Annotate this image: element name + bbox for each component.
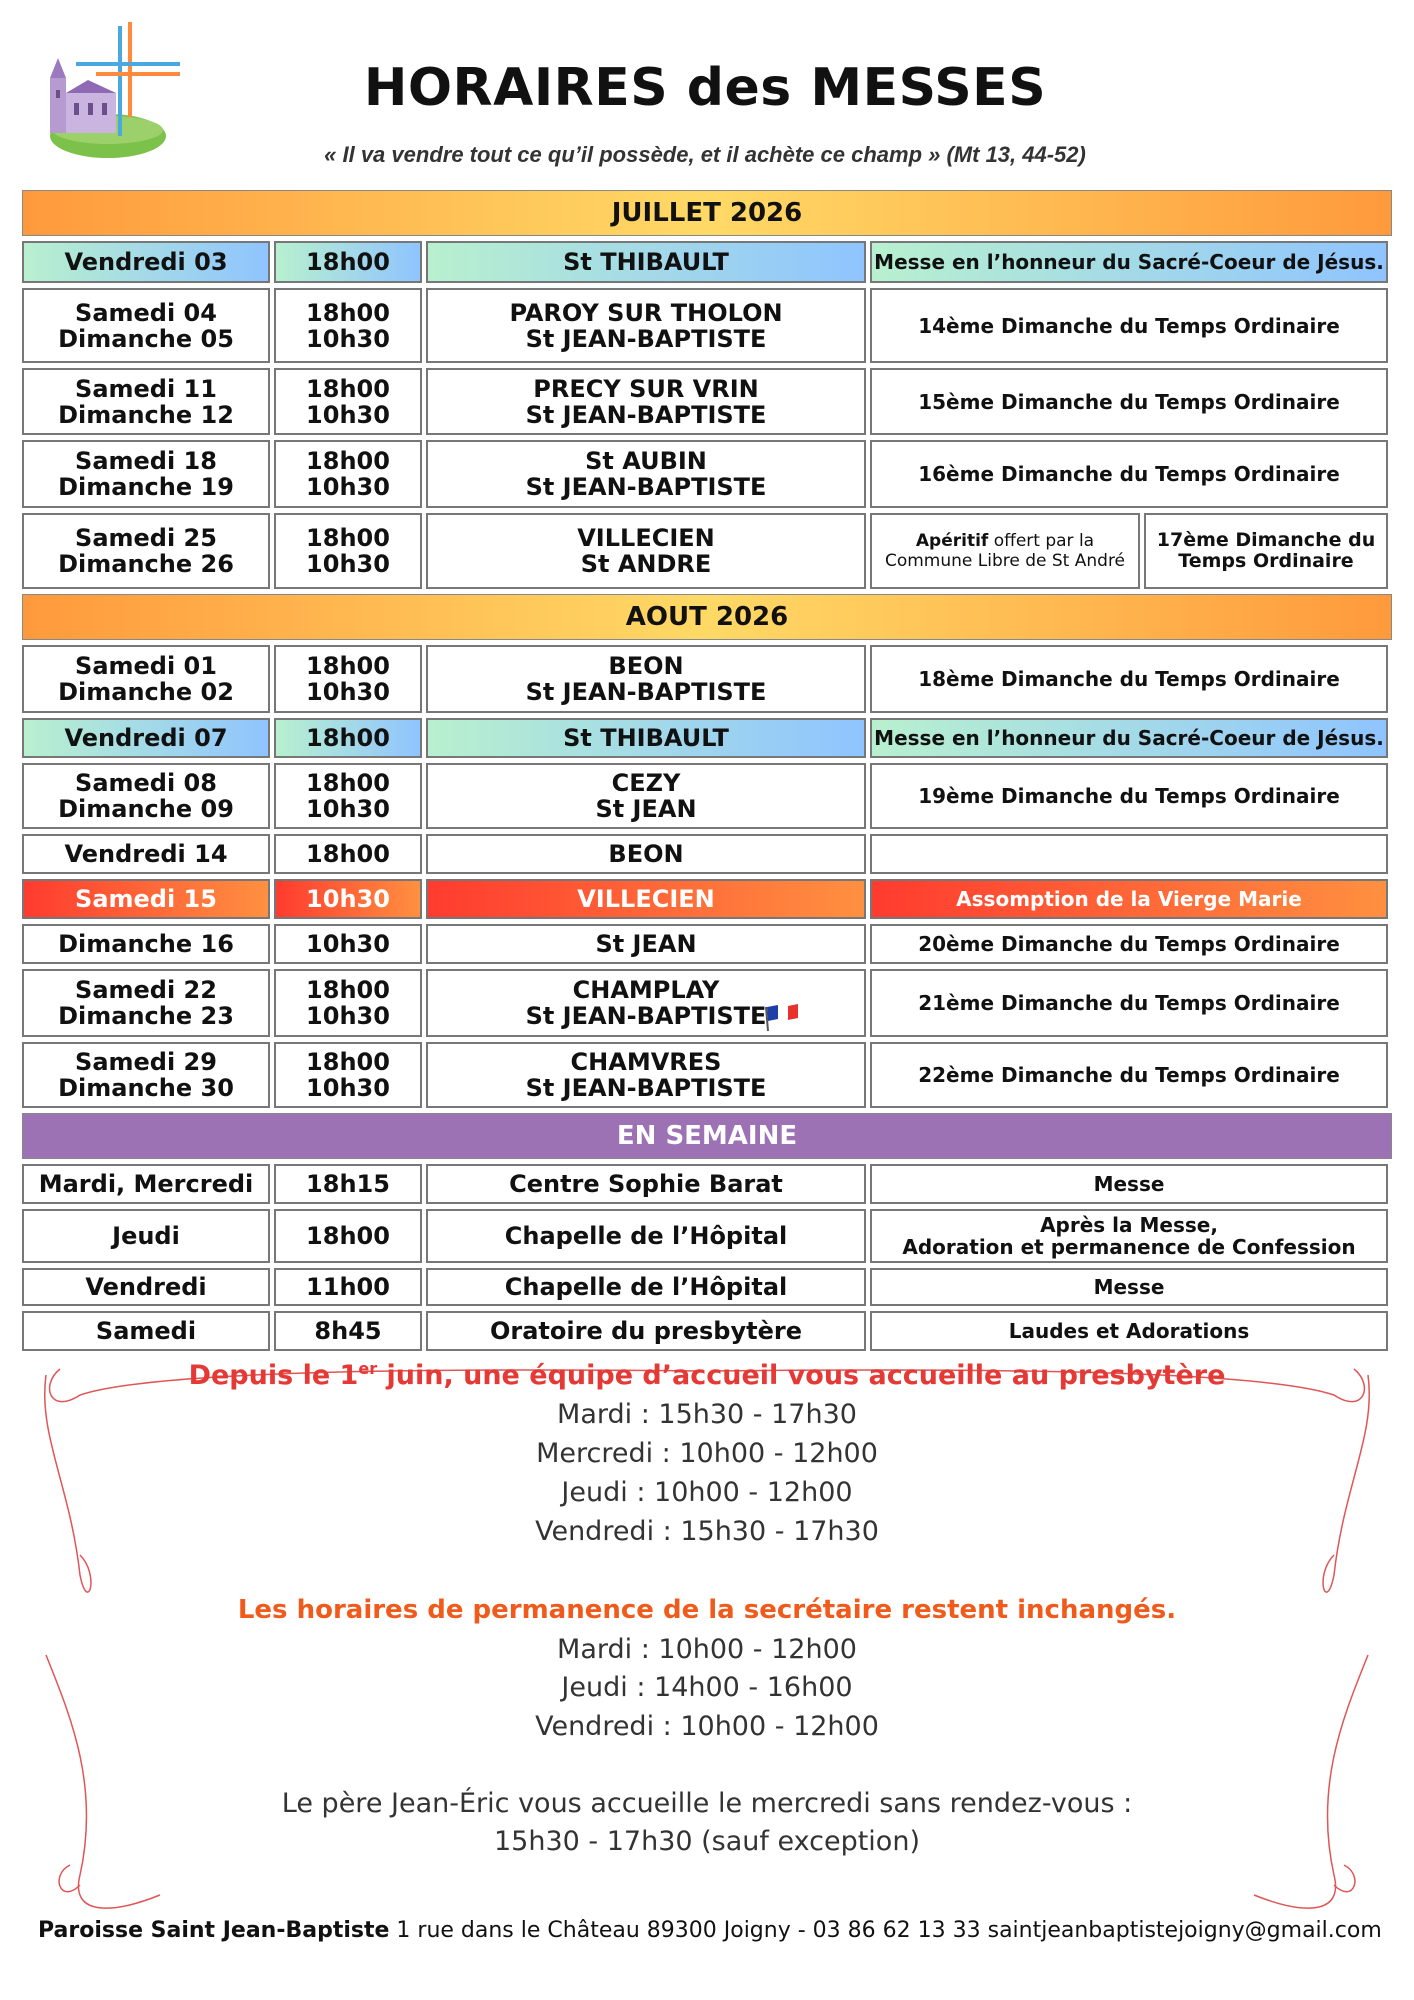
note-label: 20ème Dimanche du Temps Ordinaire [918,932,1340,956]
table-row [22,1164,1392,1204]
note-label: Messe [1093,1275,1165,1299]
place-label: Chapelle de l’Hôpital [504,1222,788,1250]
note-label: Après la Messe, [1040,1213,1218,1237]
day-label: Dimanche 09 [58,795,234,823]
day-label: Dimanche 05 [58,324,234,353]
table-row [22,763,1392,829]
accueil-title [40,1359,1374,1391]
day-label: Samedi 04 [75,298,217,327]
table-row [22,718,1392,758]
note-label: 16ème Dimanche du Temps Ordinaire [918,462,1340,486]
secretaire-line: Mardi : 10h00 - 12h00 [557,1634,857,1665]
place-label: BEON [608,840,684,868]
table-row [22,1042,1392,1108]
aperitif-text: Commune Libre de St André [884,551,1126,571]
table-row [22,440,1392,508]
place-label: St JEAN [595,795,697,823]
table-row [22,1209,1392,1263]
day-label: Dimanche 16 [58,930,234,958]
time-label: 18h00 [306,652,390,680]
secretaire-title: Les horaires de permanence de la secrétaire restent inchangés. [237,1595,1177,1625]
pere-line: 15h30 - 17h30 (sauf exception) [494,1826,920,1857]
time-label: 18h00 [306,248,390,276]
time-label: 10h30 [306,930,390,958]
footer [38,1918,1388,1943]
table-row [22,513,1392,589]
time-label: 10h30 [306,473,390,501]
table-row [22,645,1392,713]
table-row [22,288,1392,363]
time-label: 18h00 [306,447,390,475]
place-label: St ANDRE [580,550,712,578]
place-label: Centre Sophie Barat [509,1170,783,1198]
time-label: 10h30 [306,1074,390,1102]
page-quote: « Il va vendre tout ce qu’il possède, et il achète ce champ » (Mt 13, 44-52) [324,142,1086,167]
accueil-line: Mercredi : 10h00 - 12h00 [536,1438,878,1469]
accueil-title-sup: er [358,1359,378,1378]
day-label: Samedi 18 [75,447,217,475]
parish-address: 1 rue dans le Château 89300 Joigny - 03 86 62 13 33 saintjeanbaptistejoigny@gmail.com [389,1918,1382,1943]
table-row [22,1268,1392,1306]
note-label: Laudes et Adorations [1008,1319,1250,1343]
time-label: 10h30 [306,678,390,706]
time-label: 11h00 [306,1273,390,1301]
time-label: 18h00 [306,976,390,1004]
day-label: Samedi 15 [75,885,217,913]
month-banner-juillet: JUILLET 2026 [22,190,1392,236]
note-label: 19ème Dimanche du Temps Ordinaire [918,784,1340,808]
time-label: 10h30 [306,550,390,578]
place-label: St JEAN-BAPTISTE [525,1002,767,1030]
accueil-line: Mardi : 15h30 - 17h30 [557,1399,857,1430]
accueil-title-part: juin, une équipe d’accueil vous accueille au presbytère [377,1360,1226,1391]
day-label: Vendredi 14 [64,840,228,868]
note-label: 14ème Dimanche du Temps Ordinaire [918,313,1340,338]
french-flag-icon [764,1003,800,1031]
time-label: 18h00 [306,298,390,327]
note-label: Messe en l’honneur du Sacré-Coeur de Jésus. [874,250,1384,274]
day-label: Vendredi 03 [64,248,228,276]
note-label: Messe en l’honneur du Sacré-Coeur de Jésus. [874,726,1384,750]
place-label: Chapelle de l’Hôpital [504,1273,788,1301]
time-label: 18h00 [306,769,390,797]
accueil-line: Vendredi : 15h30 - 17h30 [535,1516,879,1547]
weekday-banner: EN SEMAINE [22,1113,1392,1159]
note-label: 18ème Dimanche du Temps Ordinaire [918,667,1340,691]
secretaire-line: Vendredi : 10h00 - 12h00 [535,1711,879,1742]
time-label: 18h15 [306,1170,390,1198]
place-label: St JEAN-BAPTISTE [525,324,767,353]
place-label: VILLECIEN [577,524,715,552]
day-label: Samedi 08 [75,769,217,797]
place-label: St JEAN-BAPTISTE [525,400,767,429]
day-label: Dimanche 23 [58,1002,234,1030]
day-label: Samedi 11 [75,374,217,403]
month-banner-aout: AOUT 2026 [22,594,1392,640]
table-row [22,924,1392,964]
day-label: Samedi 01 [75,652,217,680]
place-label: St JEAN [595,930,697,958]
day-label: Dimanche 30 [58,1074,234,1102]
place-label: St JEAN-BAPTISTE [525,473,767,501]
table-row [22,969,1392,1037]
note-label: 17ème Dimanche du [1156,529,1376,551]
place-label: VILLECIEN [577,885,715,913]
table-row [22,368,1392,435]
note-label: Adoration et permanence de Confession [902,1235,1356,1259]
table-row [22,241,1392,283]
note-label: Assomption de la Vierge Marie [956,887,1302,911]
day-label: Samedi [95,1317,197,1345]
place-label: St THIBAULT [563,248,729,276]
day-label: Jeudi [112,1222,180,1250]
time-label: 10h30 [306,324,390,353]
place-label: St AUBIN [585,447,707,475]
time-label: 18h00 [306,840,390,868]
day-label: Mardi, Mercredi [38,1170,254,1198]
accueil-line: Jeudi : 10h00 - 12h00 [561,1477,853,1508]
time-label: 10h30 [306,1002,390,1030]
place-label: PAROY SUR THOLON [509,298,783,327]
place-label: CHAMPLAY [572,976,720,1004]
table-row [22,1311,1392,1351]
time-label: 18h00 [306,1222,390,1250]
accueil-title-part: Depuis le 1 [188,1360,359,1391]
day-label: Vendredi 07 [64,724,228,752]
parish-name: Paroisse Saint Jean-Baptiste [38,1918,390,1943]
day-label: Samedi 29 [75,1048,217,1076]
day-label: Dimanche 26 [58,550,234,578]
day-label: Dimanche 02 [58,678,234,706]
place-label: St THIBAULT [563,724,729,752]
pere-line: Le père Jean-Éric vous accueille le mercredi sans rendez-vous : [281,1788,1133,1819]
mass-schedule-table [22,190,1392,1356]
info-section [40,1355,1374,1915]
time-label: 18h00 [306,524,390,552]
table-row [22,879,1392,919]
place-label: CEZY [611,769,681,797]
place-label: St JEAN-BAPTISTE [525,1074,767,1102]
time-label: 18h00 [306,374,390,403]
page-title: HORAIRES des MESSES [363,58,1047,118]
note-label: Messe [1093,1172,1165,1196]
day-label: Samedi 22 [75,976,217,1004]
place-label: BEON [608,652,684,680]
note-label: 22ème Dimanche du Temps Ordinaire [918,1063,1340,1087]
day-label: Dimanche 12 [58,400,234,429]
time-label: 18h00 [306,1048,390,1076]
place-label: St JEAN-BAPTISTE [525,678,767,706]
day-label: Vendredi [85,1273,207,1301]
time-label: 10h30 [306,400,390,429]
time-label: 10h30 [306,795,390,823]
aperitif-text: offert par la [993,531,1095,551]
place-label: PRECY SUR VRIN [533,374,759,403]
day-label: Samedi 25 [75,524,217,552]
note-label: 15ème Dimanche du Temps Ordinaire [918,389,1340,414]
time-label: 18h00 [306,724,390,752]
aperitif-bold: Apéritif [915,531,989,551]
place-label: CHAMVRES [570,1048,722,1076]
day-label: Dimanche 19 [58,473,234,501]
place-label: Oratoire du presbytère [490,1317,802,1345]
note-label: 21ème Dimanche du Temps Ordinaire [918,991,1340,1015]
table-row [22,834,1392,874]
church-cross-logo-icon [36,18,186,158]
secretaire-line: Jeudi : 14h00 - 16h00 [561,1672,853,1703]
aperitif-note [870,513,1140,589]
time-label: 8h45 [314,1317,382,1345]
note-label: Temps Ordinaire [1178,550,1354,572]
time-label: 10h30 [306,885,390,913]
